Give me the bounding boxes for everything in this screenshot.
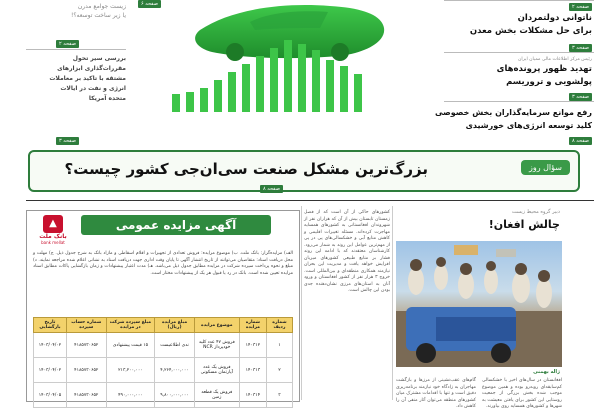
auction-advertisement[interactable] [26, 210, 300, 402]
page-tag: صفحه ۲ [56, 40, 79, 48]
column-divider [392, 206, 393, 400]
ad-title: آگهی مزایده عمومی [81, 215, 271, 235]
ad-table-header: موضوع مزایده [194, 318, 239, 333]
table-cell: ۲ [266, 358, 292, 383]
article-body-middle: کشورهای حاکی از آن است که از فصل زمستان تابستان بیش از آن که هزاران نفر از شهروندان افغانستانی به کشورهای همسایه مهاجرت کرده‌اند. مسئله تغییرات اقلیمی و کاهش منابع آبی و خشکسالی‌های پی در پی از مهم‌ترین عوامل این روند به شمار می‌رود. کارشناسان معتقدند که با ادامه این روند فشار بر منابع طبیعی کشورهای میزبان افزایش خواهد یافت و مدیریت این بحران نیازمند همکاری منطقه‌ای و بین‌المللی است. خروج ۳ هزار نفر از کشور افغانستان و ورود آنان به استان‌های مرزی نشان‌دهنده جدی بودن این چالش است. [304, 210, 390, 293]
table-cell: فروش یک عدد آپارتمان مسکونی [194, 358, 239, 383]
photo-crowd [396, 241, 562, 367]
table-row [34, 358, 293, 383]
page-tag: صفحه ۳ [569, 93, 592, 101]
table-row [34, 383, 293, 408]
ad-body-text: الف) مزایده‌گزار: بانک ملت. ب) موضوع مزایده: فروش تعدادی از تجهیزات و اقلام اسقاطی و مازاد بانک به شرح جدول ذیل. ج) مهلت و محل دریافت اسناد: متقاضیان می‌توانند از تاریخ انتشار آگهی تا پایان وقت اداری جهت دریافت اسناد به نشانی اعلام شده مراجعه نمایند. د) مبلغ و نحوه پرداخت سپرده شرکت در مزایده مطابق جدول ذیل می‌باشد. هـ) مدت اعتبار پیشنهادات و زمان بازگشایی پاکات مطابق اسناد مزایده تعیین شده است. بانک در رد یا قبول هر یک از پیشنهادات مختار است. [33, 251, 293, 276]
table-cell: ۱۴۰۳۱۲ [239, 333, 266, 358]
page-tag: صفحه ۳ [569, 44, 592, 52]
table-cell: فروش یک قطعه زمین [194, 383, 239, 408]
table-cell: ۹,۸۰۰,۰۰۰,۰۰۰ [155, 383, 194, 408]
table-row [34, 333, 293, 358]
question-text: بزرگ‌ترین مشکل صنعت سی‌ان‌جی کشور چیست؟ [64, 160, 428, 178]
ad-table-header-row [34, 318, 293, 333]
table-cell: ۴۱۸۵۷۳۰۶۵۲ [66, 333, 106, 358]
table-cell: ۳ [266, 383, 292, 408]
ad-table-header: تاریخ بازگشایی [34, 318, 67, 333]
table-cell: ندی اطلاعیست [155, 333, 194, 358]
article-body-left: گام‌های عقب‌نشینی از مرزها و بازگشت مهاجران به زادگاه خود نیازمند برنامه‌ریزی دقیق است و تنها با اقدامات مشترک میان کشورهای منطقه می‌توان آثار منفی آن را کاهش داد. [396, 378, 476, 409]
bank-name: بانک ملت [39, 233, 67, 240]
headline-mining[interactable]: ناتوانی دولتمردان برای حل مشکلات بخش معدن [469, 13, 592, 36]
green-car-growth-illustration [160, 0, 390, 116]
left-teaser-1[interactable]: زیست جوامع مدرن یا زیر ساخت توسعه؟! [70, 3, 126, 19]
table-cell: ۱۴۰۳/۰۴/۰۲ [34, 358, 67, 383]
article-body-right: افغانستان در سال‌های اخیر با خشکسالی کم‌سابقه‌ای روبه‌رو بوده و همین موضوع موجب شده بخش بزرگی از جمعیت روستایی این کشور برای یافتن معیشت به شهرها و کشورهای همسایه روی بیاورند. [482, 378, 562, 409]
table-cell: ۱۴۰۳۱۴ [239, 383, 266, 408]
ad-table-header: مبلغ سپرده شرکت در مزایده [106, 318, 155, 333]
bank-logo-icon: ▲ [43, 215, 63, 233]
ad-table-header: مبلغ مزایده (ریال) [155, 318, 194, 333]
headline-solar[interactable]: رفع موانع سرمایه‌گذاران بخش خصوصی کلید توسعه انرژی‌های خورشیدی [434, 108, 592, 130]
column-divider [301, 206, 302, 400]
page-tag: صفحه ۳ [56, 137, 79, 145]
photo-caption: ژاله بهمنی [533, 369, 560, 375]
page-tag: صفحه ۶ [138, 0, 161, 8]
ad-table [33, 317, 293, 408]
table-cell: ۴۱۸۵۷۳۰۶۵۲ [66, 383, 106, 408]
headline-kicker: رئیس مرکز اطلاعات مالی ممیان ایران [517, 57, 592, 62]
article-kicker: دبیر گروه محیط زیست [511, 209, 560, 215]
table-cell: ۱۴۰۳/۰۴/۰۵ [34, 383, 67, 408]
table-cell: ۴۱۸۵۷۳۰۶۵۲ [66, 358, 106, 383]
table-cell: فروش ۴۷ عدد کلید خودپرداز NCR [194, 333, 239, 358]
ad-table-header: شماره مزایده [239, 318, 266, 333]
ad-table-header: شماره حساب سپرده [66, 318, 106, 333]
left-teaser-2[interactable]: بررسی سیر تحول مقررات‌گذاری ابزارهای مشتقه با تاکید بر معاملات انرژی و نفت در ایالات متحده آمریکا [49, 55, 126, 102]
question-of-the-day-banner[interactable] [28, 150, 580, 192]
article-title[interactable]: چالش افغان! [488, 218, 560, 231]
bank-mellat-logo [35, 215, 71, 249]
headline-money-laundering[interactable]: تهدید ظهور پرونده‌های پولشویی و تروریسم [496, 64, 592, 87]
question-tag: سؤال روز [521, 160, 570, 175]
page-tag: صفحه ۲ [569, 3, 592, 11]
table-cell: ۴,۲۶۴,۰۰۰,۰۰۰ [155, 358, 194, 383]
page-tag: صفحه ۸ [260, 185, 283, 193]
table-cell: ۱۴۰۳۱۳ [239, 358, 266, 383]
ad-table-header: شماره ردیف [266, 318, 292, 333]
page-tag: صفحه ۸ [569, 137, 592, 145]
table-cell: ۴۹۰,۰۰۰,۰۰۰ [106, 383, 155, 408]
table-cell: ۱۵ قیمت پیشنهادی [106, 333, 155, 358]
article-photo-migrants [396, 241, 562, 367]
table-cell: ۱۴۰۳/۰۴/۰۲ [34, 333, 67, 358]
bank-name-en: bank mellat [41, 240, 65, 245]
table-cell: ۱ [266, 333, 292, 358]
table-cell: ۲۱۳,۲۰۰,۰۰۰ [106, 358, 155, 383]
